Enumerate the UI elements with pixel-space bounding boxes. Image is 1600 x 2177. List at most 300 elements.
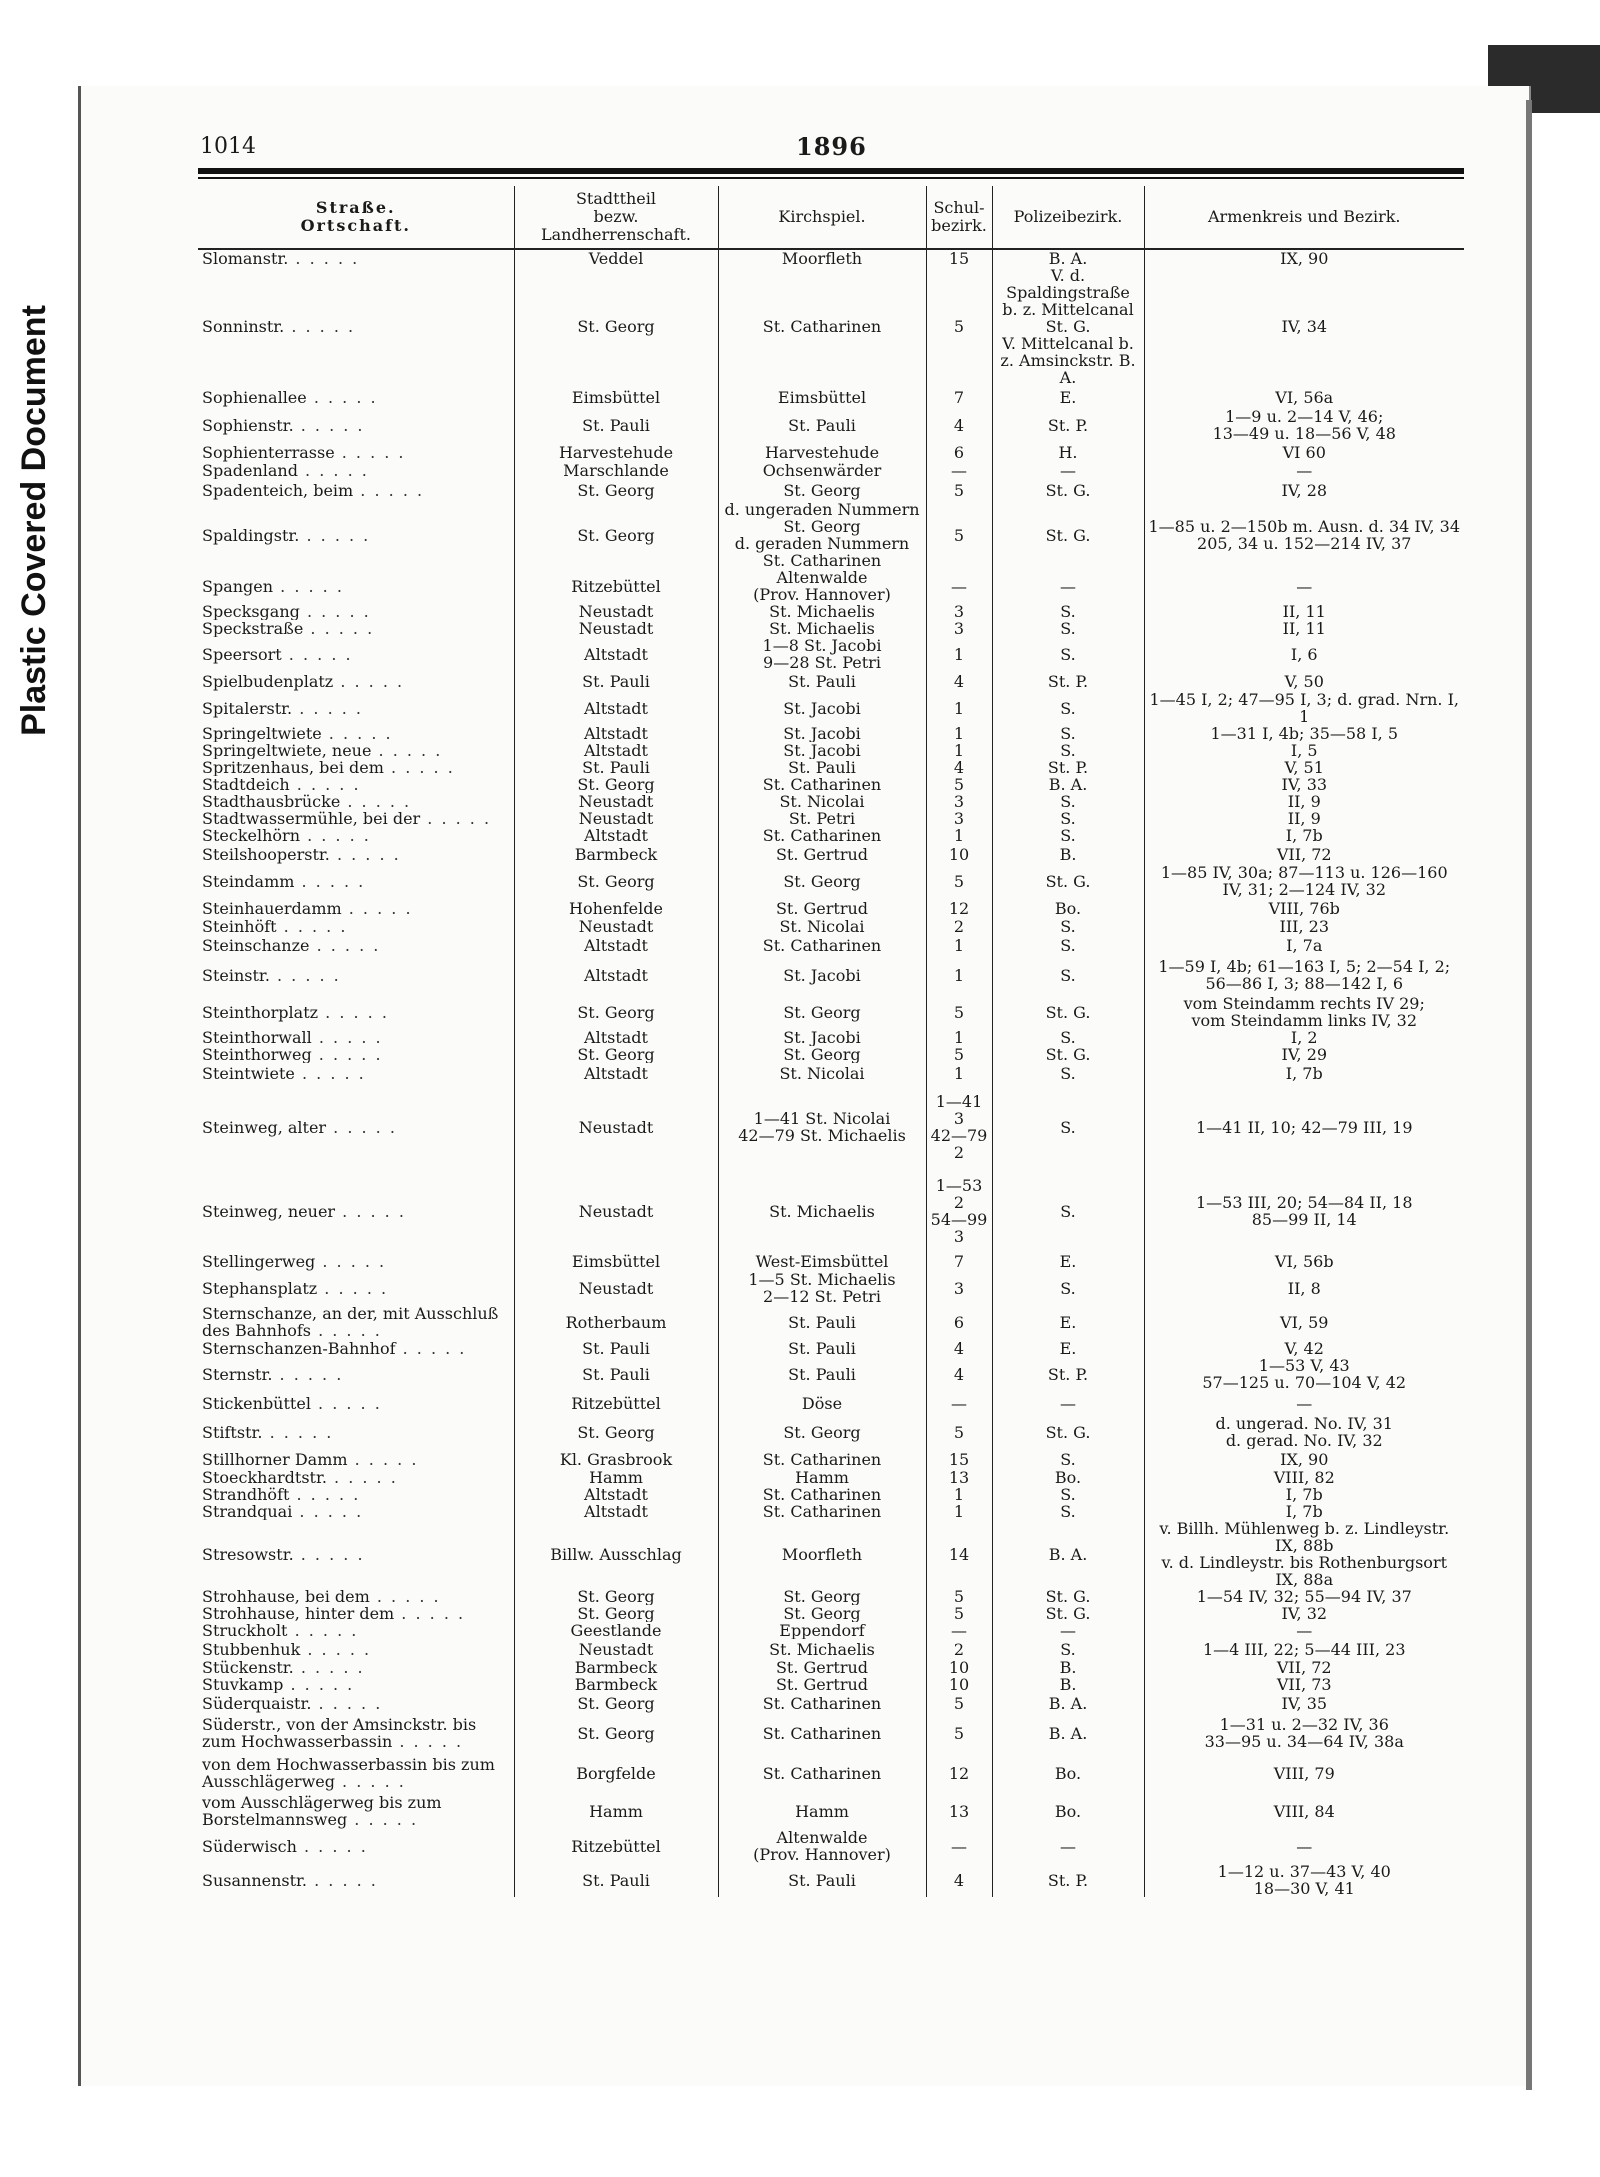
district-cell: Billw. Ausschlag (514, 1520, 718, 1588)
table-row (198, 793, 1464, 810)
leader-dots: . . . . . (395, 1339, 467, 1357)
plastic-covered-label: Plastic Covered Document (14, 304, 53, 736)
street-name: Steinhöft . . . . . (198, 918, 514, 935)
leader-dots: . . . . . (293, 1544, 365, 1564)
poor-district-cell: 1—31 u. 2—32 IV, 36 33—95 u. 34—64 IV, 38a (1204, 1715, 1404, 1751)
district-cell: St. Georg (514, 479, 718, 501)
leader-dots: . . . . . (340, 793, 412, 810)
district-cell: Altstadt (514, 725, 718, 742)
table-row (198, 1486, 1464, 1503)
poor-district-cell: VII, 72 (1276, 1659, 1332, 1676)
district-cell: Harvestehude (514, 442, 718, 462)
parish-cell: St. Catharinen (718, 1693, 926, 1713)
school-district-cell: 1 (926, 827, 992, 844)
parish-cell: Ochsenwärder (718, 462, 926, 479)
street-name: Strandhöft . . . . . (198, 1486, 514, 1503)
street-name: Spangen . . . . . (198, 569, 514, 603)
header-kirchspiel: Kirchspiel. (718, 186, 926, 249)
police-district-cell: Bo. (992, 1753, 1144, 1793)
district-cell: Ritzebüttel (514, 1829, 718, 1863)
table-body (198, 249, 1464, 1897)
district-cell: Ritzebüttel (514, 1391, 718, 1415)
police-district-cell: S. (992, 603, 1144, 620)
leader-dots: . . . . . (294, 1063, 366, 1083)
header-armenkreis: Armenkreis und Bezirk. (1144, 186, 1464, 249)
school-district-cell: 2 (926, 1639, 992, 1659)
street-name: Stadtdeich . . . . . (198, 776, 514, 793)
police-district-cell: — (992, 1391, 1144, 1415)
table-row (198, 827, 1464, 844)
poor-district-cell: 1—53 V, 43 57—125 u. 70—104 V, 42 (1202, 1357, 1407, 1391)
district-cell: Eimsbüttel (514, 386, 718, 408)
police-district-cell: St. G. (992, 864, 1144, 898)
parish-cell: St. Michaelis (718, 620, 926, 637)
table-row (198, 691, 1464, 725)
district-cell: Altstadt (514, 1029, 718, 1046)
parish-cell: West-Eimsbüttel (718, 1251, 926, 1271)
parish-cell: St. Catharinen (718, 1486, 926, 1503)
street-name: Süderstr., von der Amsinckstr. bis zum Hochwasserbassin . . . . . (198, 1713, 514, 1753)
poor-district-cell: I, 5 (1290, 742, 1318, 759)
street-directory-table (198, 186, 1464, 1897)
parish-cell: St. Pauli (718, 408, 926, 442)
table-row (198, 955, 1464, 995)
street-name: Steinstr. . . . . . (198, 955, 514, 995)
table-row (198, 1693, 1464, 1713)
school-district-cell: 1 (926, 742, 992, 759)
police-district-cell: S. (992, 742, 1144, 759)
parish-cell: St. Pauli (718, 1305, 926, 1339)
street-name: Stellingerweg . . . . . (198, 1251, 514, 1271)
district-cell: Neustadt (514, 620, 718, 637)
school-district-cell: 1—41 3 42—79 2 (926, 1083, 992, 1171)
leader-dots: . . . . . (306, 387, 378, 407)
police-district-cell: B. A. (992, 1713, 1144, 1753)
parish-cell: St. Catharinen (718, 1449, 926, 1469)
table-row (198, 1829, 1464, 1863)
district-cell: Veddel (514, 249, 718, 267)
leader-dots: . . . . . (333, 671, 405, 691)
poor-district-cell: 1—12 u. 37—43 V, 40 18—30 V, 41 (1217, 1863, 1391, 1897)
leader-dots: . . . . . (392, 1732, 464, 1751)
poor-district-cell: 1—31 I, 4b; 35—58 I, 5 (1210, 725, 1398, 742)
leader-dots: . . . . . (273, 576, 344, 596)
table-row (198, 1415, 1464, 1449)
district-cell: Rotherbaum (514, 1305, 718, 1339)
table-row (198, 1046, 1464, 1063)
district-cell: Neustadt (514, 1271, 718, 1305)
school-district-cell: 1 (926, 1503, 992, 1520)
parish-cell: St. Jacobi (718, 742, 926, 759)
police-district-cell: — (992, 569, 1144, 603)
school-district-cell: 12 (926, 898, 992, 918)
street-name: Stiftstr. . . . . . (198, 1415, 514, 1449)
leader-dots: . . . . . (293, 415, 365, 435)
leader-dots: . . . . . (307, 1870, 378, 1890)
table-row (198, 408, 1464, 442)
police-district-cell: B. A. (992, 249, 1144, 267)
table-row (198, 1271, 1464, 1305)
street-name: Stickenbüttel . . . . . (198, 1391, 514, 1415)
table-row (198, 1793, 1464, 1829)
street-name: Speersort . . . . . (198, 637, 514, 671)
police-district-cell: St. P. (992, 1357, 1144, 1391)
police-district-cell: S. (992, 1083, 1144, 1171)
police-district-cell: St. P. (992, 408, 1144, 442)
street-name: Spielbudenplatz . . . . . (198, 671, 514, 691)
poor-district-cell: — (1296, 1836, 1313, 1856)
poor-district-cell: II, 11 (1282, 603, 1326, 620)
school-district-cell: 2 (926, 918, 992, 935)
poor-district-cell: d. ungerad. No. IV, 31 d. gerad. No. IV, 32 (1215, 1415, 1393, 1449)
police-district-cell: Bo. (992, 898, 1144, 918)
table-row (198, 1339, 1464, 1357)
leader-dots: . . . . . (283, 1676, 355, 1693)
street-name: Stückenstr. . . . . . (198, 1659, 514, 1676)
police-district-cell: E. (992, 386, 1144, 408)
police-district-cell: S. (992, 1029, 1144, 1046)
table-row (198, 1251, 1464, 1271)
street-name: Süderquaistr. . . . . . (198, 1693, 514, 1713)
poor-district-cell: vom Steindamm rechts IV 29; vom Steindamm links IV, 32 (1183, 995, 1425, 1029)
police-district-cell: B. A. (992, 776, 1144, 793)
leader-dots: . . . . . (281, 644, 353, 664)
police-district-cell: St. G. (992, 1415, 1144, 1449)
leader-dots: . . . . . (311, 1046, 383, 1063)
district-cell: Neustadt (514, 1171, 718, 1251)
parish-cell: St. Georg (718, 1046, 926, 1063)
police-district-cell: S. (992, 1503, 1144, 1520)
police-district-cell: — (992, 1622, 1144, 1639)
street-name: Specksgang . . . . . (198, 603, 514, 620)
parish-cell: St. Georg (718, 1605, 926, 1622)
table-row (198, 1357, 1464, 1391)
leader-dots: . . . . . (326, 1117, 397, 1137)
poor-district-cell: I, 2 (1290, 1029, 1318, 1046)
poor-district-cell: VII, 73 (1276, 1676, 1332, 1693)
police-district-cell: St. G. (992, 1588, 1144, 1605)
school-district-cell: 3 (926, 810, 992, 827)
district-cell: St. Georg (514, 776, 718, 793)
table-row (198, 501, 1464, 569)
poor-district-cell: VIII, 76b (1268, 898, 1340, 918)
poor-district-cell: 1—85 IV, 30a; 87—113 u. 126—160 IV, 31; 2—124 IV, 32 (1160, 864, 1448, 898)
parish-cell: St. Pauli (718, 1339, 926, 1357)
poor-district-cell: VI, 56a (1275, 387, 1334, 407)
district-cell: Ritzebüttel (514, 569, 718, 603)
parish-cell: St. Pauli (718, 671, 926, 691)
parish-cell: St. Michaelis (718, 1639, 926, 1659)
police-district-cell: S. (992, 1063, 1144, 1083)
table-row (198, 1639, 1464, 1659)
leader-dots: . . . . . (420, 810, 492, 827)
leader-dots: . . . . . (289, 1486, 361, 1503)
street-name: Steinhauerdamm . . . . . (198, 898, 514, 918)
header-rule (198, 168, 1464, 174)
district-cell: St. Pauli (514, 408, 718, 442)
district-cell: Hamm (514, 1793, 718, 1829)
police-district-cell: B. (992, 844, 1144, 864)
poor-district-cell: I, 7b (1285, 1486, 1323, 1503)
table-row (198, 671, 1464, 691)
table-row (198, 1083, 1464, 1171)
poor-district-cell: II, 9 (1287, 793, 1321, 810)
parish-cell: 1—8 St. Jacobi 9—28 St. Petri (718, 637, 926, 671)
parish-cell: St. Jacobi (718, 1029, 926, 1046)
street-name: Stubbenhuk . . . . . (198, 1639, 514, 1659)
police-district-cell: St. G. (992, 501, 1144, 569)
poor-district-cell: IV, 34 (1281, 317, 1328, 336)
school-district-cell: 5 (926, 995, 992, 1029)
school-district-cell: 1 (926, 637, 992, 671)
table-row (198, 1863, 1464, 1897)
street-name: von dem Hochwasserbassin bis zum Ausschlägerweg . . . . . (198, 1753, 514, 1793)
leader-dots: . . . . . (272, 1364, 344, 1384)
police-district-cell: S. (992, 725, 1144, 742)
table-row (198, 479, 1464, 501)
parish-cell: 1—5 St. Michaelis 2—12 St. Petri (718, 1271, 926, 1305)
street-name: Susannenstr. . . . . . (198, 1863, 514, 1897)
poor-district-cell: 1—4 III, 22; 5—44 III, 23 (1202, 1639, 1406, 1659)
school-district-cell: 1 (926, 1063, 992, 1083)
table-row (198, 1753, 1464, 1793)
parish-cell: St. Pauli (718, 1863, 926, 1897)
parish-cell: St. Georg (718, 479, 926, 501)
page-edge (1526, 100, 1532, 2090)
table-row (198, 1676, 1464, 1693)
district-cell: St. Georg (514, 864, 718, 898)
poor-district-cell: VIII, 79 (1273, 1763, 1335, 1783)
street-name: Speckstraße . . . . . (198, 620, 514, 637)
parish-cell: St. Catharinen (718, 1753, 926, 1793)
parish-cell: Altenwalde (Prov. Hannover) (718, 1829, 926, 1863)
district-cell: St. Pauli (514, 671, 718, 691)
school-district-cell: 6 (926, 1305, 992, 1339)
school-district-cell: 5 (926, 1693, 992, 1713)
leader-dots: . . . . . (294, 871, 366, 891)
street-name: Struckholt . . . . . (198, 1622, 514, 1639)
police-district-cell: — (992, 1829, 1144, 1863)
leader-dots: . . . . . (288, 249, 360, 267)
parish-cell: Eimsbüttel (718, 386, 926, 408)
street-name: Spadenland . . . . . (198, 462, 514, 479)
street-name: Sophienstr. . . . . . (198, 408, 514, 442)
parish-cell: St. Catharinen (718, 776, 926, 793)
table-row (198, 569, 1464, 603)
street-name: Springeltwiete, neue . . . . . (198, 742, 514, 759)
leader-dots: . . . . . (296, 1836, 368, 1856)
street-name: Sternschanzen-Bahnhof . . . . . (198, 1339, 514, 1357)
street-name: Steinthorwall . . . . . (198, 1029, 514, 1046)
district-cell: Eimsbüttel (514, 1251, 718, 1271)
poor-district-cell: — (1296, 576, 1313, 596)
poor-district-cell: 1—54 IV, 32; 55—94 IV, 37 (1196, 1588, 1412, 1605)
poor-district-cell: IX, 90 (1280, 249, 1329, 267)
district-cell: St. Pauli (514, 1339, 718, 1357)
page-year: 1896 (796, 132, 867, 161)
leader-dots: . . . . . (289, 776, 361, 793)
poor-district-cell: 1—45 I, 2; 47—95 I, 3; d. grad. Nrn. I, 1 (1149, 691, 1459, 725)
police-district-cell: S. (992, 955, 1144, 995)
parish-cell: St. Catharinen (718, 827, 926, 844)
poor-district-cell: 1—59 I, 4b; 61—163 I, 5; 2—54 I, 2; 56—86 I, 3; 88—142 I, 6 (1158, 957, 1451, 993)
poor-district-cell: IV, 35 (1281, 1693, 1328, 1713)
poor-district-cell: I, 7b (1285, 1503, 1323, 1520)
poor-district-cell: VI 60 (1282, 442, 1326, 462)
district-cell: St. Georg (514, 1588, 718, 1605)
district-cell: Marschlande (514, 462, 718, 479)
district-cell: St. Georg (514, 1415, 718, 1449)
table-row (198, 1588, 1464, 1605)
table-row (198, 1305, 1464, 1339)
police-district-cell: S. (992, 793, 1144, 810)
table-row (198, 1503, 1464, 1520)
street-name: vom Ausschlägerweg bis zum Borstelmannsweg . . . . . (198, 1793, 514, 1829)
table-row (198, 249, 1464, 267)
district-cell: Borgfelde (514, 1753, 718, 1793)
table-header-row (198, 186, 1464, 249)
leader-dots: . . . . . (329, 844, 401, 864)
leader-dots: . . . . . (335, 1201, 406, 1221)
street-name: Steindamm . . . . . (198, 864, 514, 898)
leader-dots: . . . . . (269, 965, 341, 985)
district-cell: St. Georg (514, 1713, 718, 1753)
poor-district-cell: V, 42 (1284, 1339, 1324, 1357)
parish-cell: St. Jacobi (718, 725, 926, 742)
police-district-cell: S. (992, 1449, 1144, 1469)
leader-dots: . . . . . (287, 1622, 359, 1639)
leader-dots: . . . . . (394, 1605, 466, 1622)
poor-district-cell: I, 7b (1285, 827, 1323, 844)
parish-cell: St. Georg (718, 1415, 926, 1449)
police-district-cell: E. (992, 1251, 1144, 1271)
school-district-cell: 5 (926, 479, 992, 501)
street-name: Spitalerstr. . . . . . (198, 691, 514, 725)
table-row (198, 1659, 1464, 1676)
district-cell: Altstadt (514, 691, 718, 725)
table-row (198, 603, 1464, 620)
school-district-cell: 4 (926, 1357, 992, 1391)
leader-dots: . . . . . (334, 1772, 406, 1791)
street-name: Stillhorner Damm . . . . . (198, 1449, 514, 1469)
poor-district-cell: 1—41 II, 10; 42—79 III, 19 (1195, 1117, 1413, 1137)
parish-cell: St. Georg (718, 995, 926, 1029)
police-district-cell: St. G. (992, 1046, 1144, 1063)
table-row (198, 637, 1464, 671)
school-district-cell: 5 (926, 1588, 992, 1605)
school-district-cell: 6 (926, 442, 992, 462)
school-district-cell: 15 (926, 249, 992, 267)
police-district-cell: S. (992, 637, 1144, 671)
district-cell: St. Pauli (514, 1357, 718, 1391)
district-cell: Barmbeck (514, 1676, 718, 1693)
poor-district-cell: VI, 56b (1274, 1251, 1334, 1271)
header-polizeibezirk: Polizeibezirk. (992, 186, 1144, 249)
street-name: Stuvkamp . . . . . (198, 1676, 514, 1693)
district-cell: St. Pauli (514, 759, 718, 776)
table-row (198, 1605, 1464, 1622)
school-district-cell: 5 (926, 1713, 992, 1753)
table-row (198, 1029, 1464, 1046)
school-district-cell: 10 (926, 1676, 992, 1693)
school-district-cell: 7 (926, 386, 992, 408)
school-district-cell: 1 (926, 725, 992, 742)
school-district-cell: 4 (926, 1339, 992, 1357)
school-district-cell: 5 (926, 1415, 992, 1449)
police-district-cell: B. (992, 1659, 1144, 1676)
school-district-cell: 15 (926, 1449, 992, 1469)
district-cell: St. Georg (514, 995, 718, 1029)
school-district-cell: 3 (926, 1271, 992, 1305)
school-district-cell: 5 (926, 267, 992, 386)
police-district-cell: S. (992, 691, 1144, 725)
poor-district-cell: 1—53 III, 20; 54—84 II, 18 85—99 II, 14 (1195, 1193, 1413, 1229)
poor-district-cell: IV, 33 (1281, 776, 1328, 793)
leader-dots: . . . . . (317, 1278, 389, 1298)
leader-dots: . . . . . (321, 725, 393, 742)
parish-cell: St. Jacobi (718, 955, 926, 995)
table-row (198, 810, 1464, 827)
poor-district-cell: — (1296, 1622, 1313, 1639)
leader-dots: . . . . . (293, 1659, 365, 1676)
street-name: Steinweg, alter . . . . . (198, 1083, 514, 1171)
police-district-cell: B. (992, 1676, 1144, 1693)
school-district-cell: 5 (926, 501, 992, 569)
district-cell: Neustadt (514, 1083, 718, 1171)
district-cell: Altstadt (514, 1486, 718, 1503)
leader-dots: . . . . . (369, 1588, 441, 1605)
police-district-cell: Bo. (992, 1469, 1144, 1486)
district-cell: Barmbeck (514, 844, 718, 864)
police-district-cell: B. A. (992, 1693, 1144, 1713)
leader-dots: . . . . . (300, 827, 371, 844)
street-name: Sophienterrasse . . . . . (198, 442, 514, 462)
street-name: Strohhause, hinter dem . . . . . (198, 1605, 514, 1622)
leader-dots: . . . . . (300, 1639, 372, 1659)
district-cell: Hohenfelde (514, 898, 718, 918)
police-district-cell: St. P. (992, 1863, 1144, 1897)
street-name: Steinschanze . . . . . (198, 935, 514, 955)
street-name: Stephansplatz . . . . . (198, 1271, 514, 1305)
parish-cell: St. Gertrud (718, 1659, 926, 1676)
parish-cell: St. Michaelis (718, 1171, 926, 1251)
district-cell: Geestlande (514, 1622, 718, 1639)
police-district-cell: St. G. (992, 1605, 1144, 1622)
street-name: Strandquai . . . . . (198, 1503, 514, 1520)
parish-cell: St. Catharinen (718, 1503, 926, 1520)
table-row (198, 898, 1464, 918)
police-district-cell: S. (992, 827, 1144, 844)
leader-dots: . . . . . (315, 1251, 387, 1271)
district-cell: Neustadt (514, 793, 718, 810)
district-cell: St. Georg (514, 1046, 718, 1063)
table-row (198, 864, 1464, 898)
header-stadttheil: Stadttheil bezw. Landherrenschaft. (514, 186, 718, 249)
street-name: Sophienallee . . . . . (198, 386, 514, 408)
leader-dots: . . . . . (347, 1810, 419, 1829)
parish-cell: St. Gertrud (718, 898, 926, 918)
district-cell: St. Georg (514, 267, 718, 386)
school-district-cell: 3 (926, 793, 992, 810)
police-district-cell: St. G. (992, 995, 1144, 1029)
leader-dots: . . . . . (326, 1469, 398, 1486)
police-district-cell: V. d. Spaldingstraße b. z. Mittelcanal St. G. V. Mittelcanal b. z. Amsinckstr. B. A. (992, 267, 1144, 386)
parish-cell: St. Catharinen (718, 267, 926, 386)
table-row (198, 725, 1464, 742)
street-name: Steinthorweg . . . . . (198, 1046, 514, 1063)
street-name: Slomanstr. . . . . . (198, 249, 514, 267)
school-district-cell: 1 (926, 1486, 992, 1503)
